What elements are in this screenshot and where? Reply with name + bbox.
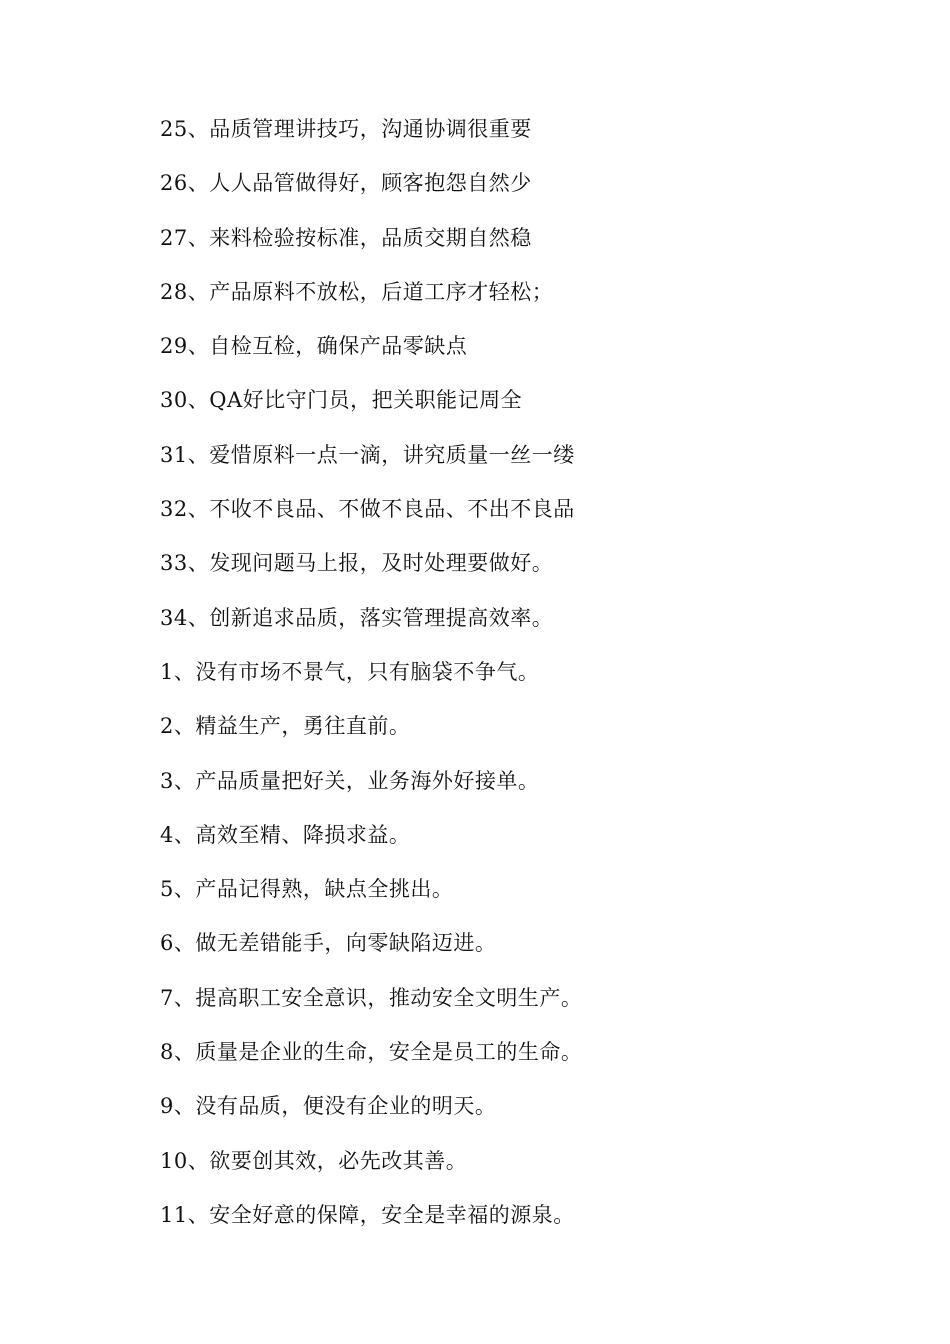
slogan-line: 2、精益生产，勇往直前。 <box>160 714 411 739</box>
slogan-line: 4、高效至精、降损求益。 <box>160 822 411 847</box>
slogan-line: 30、QA好比守门员，把关职能记周全 <box>160 388 523 413</box>
slogan-line: 1、没有市场不景气，只有脑袋不争气。 <box>160 659 540 684</box>
slogan-line: 10、欲要创其效，必先改其善。 <box>160 1148 468 1173</box>
slogan-line: 32、不收不良品、不做不良品、不出不良品 <box>160 497 575 522</box>
slogan-line: 9、没有品质，便没有企业的明天。 <box>160 1094 497 1119</box>
slogan-line: 7、提高职工安全意识，推动安全文明生产。 <box>160 985 583 1010</box>
slogan-line: 34、创新追求品质，落实管理提高效率。 <box>160 605 554 630</box>
slogan-line: 8、质量是企业的生命，安全是员工的生命。 <box>160 1040 583 1065</box>
slogan-line: 26、人人品管做得好，顾客抱怨自然少 <box>160 171 532 196</box>
slogan-line: 11、安全好意的保障，安全是幸福的源泉。 <box>160 1202 575 1227</box>
slogan-line: 27、来料检验按标准，品质交期自然稳 <box>160 225 532 250</box>
slogan-line: 33、发现问题马上报，及时处理要做好。 <box>160 551 554 576</box>
slogan-line: 5、产品记得熟，缺点全挑出。 <box>160 877 454 902</box>
slogan-line: 29、自检互检，确保产品零缺点 <box>160 334 468 359</box>
slogan-line: 31、爱惜原料一点一滴，讲究质量一丝一缕 <box>160 442 575 467</box>
slogan-line: 25、品质管理讲技巧，沟通协调很重要 <box>160 117 532 141</box>
slogan-line: 28、产品原料不放松，后道工序才轻松； <box>160 279 554 304</box>
slogan-line: 6、做无差错能手，向零缺陷迈进。 <box>160 931 497 956</box>
slogan-line: 3、产品质量把好关，业务海外好接单。 <box>160 768 540 793</box>
slogan-list <box>160 112 860 1252</box>
